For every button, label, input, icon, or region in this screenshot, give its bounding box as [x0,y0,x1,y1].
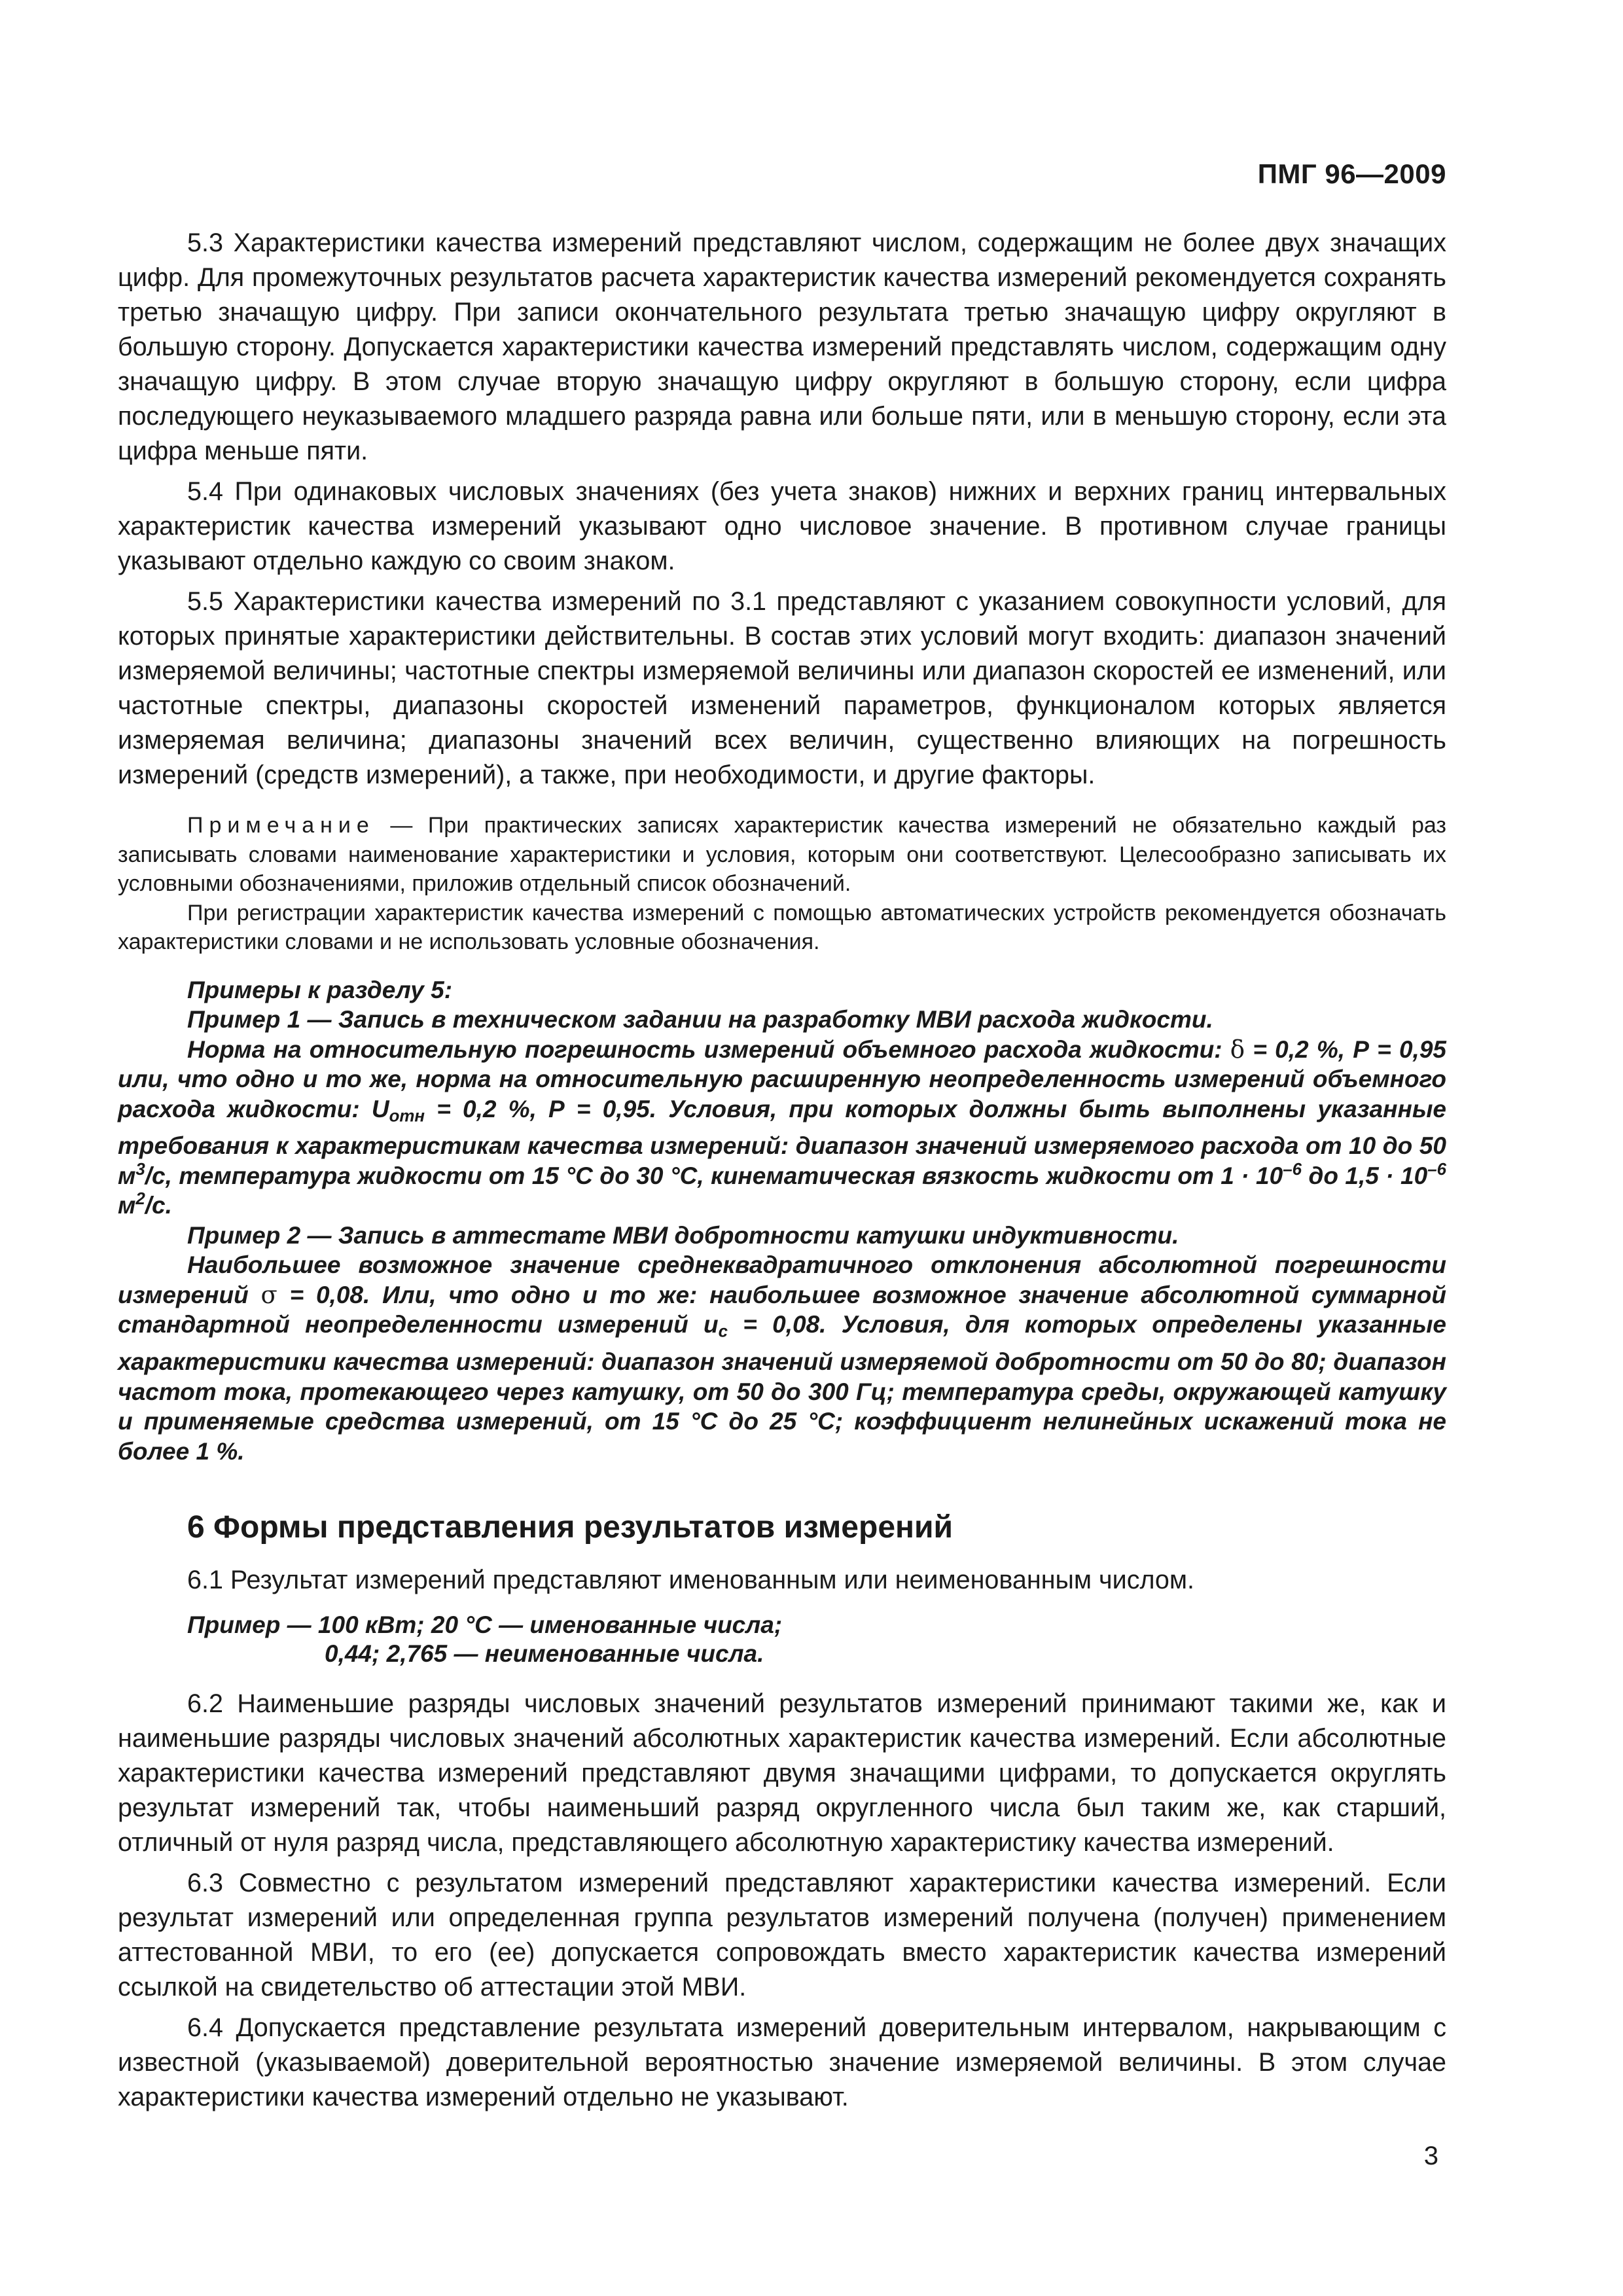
example-1-part-c: = 0,2 %, Р = 0,95. Условия, при которых должны быть выполнены указанные требования к характеристикам качества измерений: диапазон значений измеряемого расхода от 10 до 50 м [118,1095,1447,1189]
page-number: 3 [1423,2142,1438,2170]
example-2-part-c: = 0,08. Условия, для которых определены указанные характеристики качества измерений: диапазон значений измеряемой добротности от 50 до 80; диапазон частот тока, протекающего через катушку, от 50 до 300 Гц; температура среды, окружающей катушку и применяемые средства измерений, от 15 °С до 25 °С; коэффициент нелинейных искажений тока не более 1 %. [118,1311,1447,1465]
paragraph-6-1: 6.1 Результат измерений представляют именованным или неименованным числом. [187,1566,1195,1595]
paragraph-6-3: 6.3 Совместно с результатом измерений представляют характеристики качества измерений. Если результат измерений или определенная группа результатов измерений получена (получен) применением аттестованной МВИ, то его (ее) допускается сопровождать вместо характеристик качества измерений ссылкой на свидетельство об аттестации этой МВИ. [118,1869,1446,2002]
example-1-title: Пример 1 — Запись в техническом задании на разработку МВИ расхода жидкости. [187,1006,1213,1033]
example-1-part-f: м [118,1192,136,1219]
note-paragraph [118,811,1446,899]
example-1-part-d: /с, температура жидкости от 15 °С до 30 °С, кинематическая вязкость жидкости от 1 · 10 [145,1162,1283,1189]
note-label: Примечание [187,813,375,838]
superscript-minus-6-b: –6 [1427,1160,1446,1179]
example-1-part-b: = 0,2 %, Р = 0,95 или, что одно и то же, норма на относительную расширенную неопределенность измерений объемного расхода жидкости: U [118,1035,1446,1122]
example-2-title: Пример 2 — Запись в аттестате МВИ добротности катушки индуктивности. [187,1221,1179,1249]
superscript-3: 3 [135,1160,145,1179]
section-6-heading: 6 Формы представления результатов измерений [187,1510,954,1545]
paragraph-6-2: 6.2 Наименьшие разряды числовых значений результатов измерений принимают такими же, как и наименьшие разряды числовых значений абсолютных характеристик качества измерений. Если абсолютные характеристики качества измерений представляют двумя значащими цифрами, то допускается округлять результат измерений так, чтобы наименьший разряд округленного числа был таким же, как старший, отличный от нуля разряд числа, представляющего абсолютную характеристику качества измерений. [118,1689,1446,1857]
document-code: ПМГ 96—2009 [1257,158,1446,189]
note-paragraph-2: При регистрации характеристик качества измерений с помощью автоматических устройств рекомендуется обозначать характеристики словами и не использовать условные обозначения. [118,900,1446,954]
example-2-text [118,1250,1446,1466]
delta-symbol: δ [1230,1035,1245,1064]
paragraph-5-4: 5.4 При одинаковых числовых значениях (без учета знаков) нижних и верхних границ интервальных характеристик качества измерений указывают одно числовое значение. В противном случае границы указывают отдельно каждую со своим знаком. [118,477,1446,575]
paragraph-5-3: 5.3 Характеристики качества измерений представляют числом, содержащим не более двух значащих цифр. Для промежуточных результатов расчета характеристик качества измерений рекомендуется сохранять третью значащую цифру. При записи окончательного результата третью значащую цифру округляют в большую сторону. Допускается характеристики качества измерений представлять числом, содержащим одну значащую цифру. В этом случае вторую значащую цифру округляют в большую сторону, если цифра последующего неуказываемого младшего разряда равна или больше пяти, или в меньшую сторону, если эта цифра меньше пяти. [118,228,1446,465]
superscript-minus-6-a: –6 [1283,1160,1302,1179]
example-6-1 [187,1611,1446,1668]
examples-title: Примеры к разделу 5: [187,976,453,1003]
note-text: — При практических записях характеристик качества измерений не обязательно каждый раз записывать словами наименование характеристики и условия, которым они соответствуют. Целесообразно записывать их условными обозначениями, приложив отдельный список обозначений. [118,813,1446,896]
superscript-2: 2 [135,1190,145,1209]
paragraph-6-4: 6.4 Допускается представление результата измерений доверительным интервалом, накрывающим с известной (указываемой) доверительной вероятностью значение измеряемой величины. В этом случае характеристики качества измерений отдельно не указывают. [118,2013,1446,2112]
sigma-symbol: σ [260,1280,277,1309]
example-1-part-g: /с. [145,1192,172,1219]
example-2-part-a: Наибольшее возможное значение среднеквадратичного отклонения абсолютной погрешности измерений [118,1251,1446,1308]
example-1-part-e: до 1,5 · 10 [1308,1162,1428,1189]
example-2-part-b: = 0,08. Или, что одно и то же: наибольшее возможное значение абсолютной суммарной стандартной неопределенности измерений u [118,1281,1446,1338]
subscript-c: c [718,1322,728,1341]
page-content [118,226,1446,2115]
example-1-part-a: Норма на относительную погрешность измерений объемного расхода жидкости: [187,1035,1222,1063]
example-6-1-line-2: 0,44; 2,765 — неименованные числа. [325,1640,764,1668]
example-6-1-line-1: Пример — 100 кВт; 20 °С — именованные числа; [187,1611,783,1639]
paragraph-5-5: 5.5 Характеристики качества измерений по 3.1 представляют с указанием совокупности условий, для которых принятые характеристики действительны. В состав этих условий могут входить: диапазон значений измеряемой величины; частотные спектры измеряемой величины или диапазон скоростей ее изменений, или частотные спектры, диапазоны скоростей изменений параметров, функционалом которых является измеряемая величина; диапазоны значений всех величин, существенно влияющих на погрешность измерений (средств измерений), а также, при необходимости, и другие факторы. [118,587,1446,789]
examples-section-5 [118,975,1446,1467]
example-1-text [118,1035,1446,1221]
subscript-otn: отн [389,1106,425,1125]
